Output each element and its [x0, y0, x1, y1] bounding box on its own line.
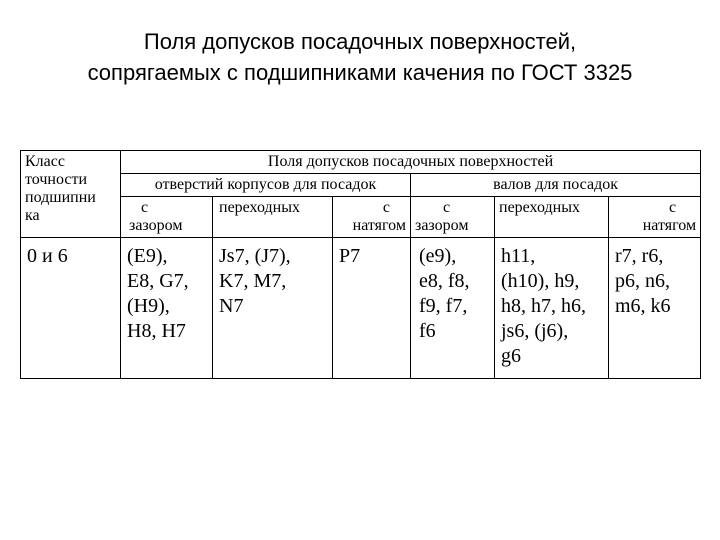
value-line: E8, G7, [127, 270, 189, 292]
value-line: f6 [419, 320, 436, 342]
housing-header: отверстий корпусов для посадок [121, 174, 411, 197]
value-line: h8, h7, h6, [501, 295, 586, 317]
value-line: (H9), [127, 295, 170, 317]
shaft-interference-header [609, 197, 701, 238]
title-line-1: Поля допусков посадочных поверхностей, [143, 29, 577, 54]
value-line: K7, M7, [219, 270, 287, 292]
main-header: Поля допусков посадочных поверхностей [121, 151, 701, 174]
subheader-line: с [141, 199, 149, 216]
shaft-clearance-header [411, 197, 495, 238]
shaft-clearance-cell [411, 238, 495, 379]
value-line: P7 [339, 245, 361, 267]
subheader-line: с [668, 199, 677, 216]
class-header-line: Класс [25, 153, 65, 170]
value-line: e8, f8, [419, 270, 470, 292]
value-line: (h10), h9, [501, 270, 580, 292]
class-header-line: точности [25, 171, 88, 188]
value-line: g6 [501, 345, 521, 367]
housing-clearance-cell [121, 238, 213, 379]
subheader-line: зазором [415, 217, 469, 234]
class-cell: 0 и 6 [21, 238, 121, 379]
housing-transition-header [213, 197, 333, 238]
subheader-line: натягом [352, 217, 406, 234]
page-title [0, 26, 720, 88]
class-header-line: подшипни [25, 189, 96, 206]
subheader-line: зазором [129, 217, 183, 234]
subheader-line: с [443, 199, 451, 216]
subheader-line: переходных [219, 199, 300, 216]
value-line: (e9), [419, 245, 457, 267]
value-line: (E9), [127, 245, 168, 267]
value-line: H8, H7 [127, 320, 186, 342]
tolerance-table [20, 150, 701, 379]
value-line: m6, k6 [615, 295, 671, 317]
housing-clearance-header [121, 197, 213, 238]
title-line-2: сопрягаемых с подшипниками качения по ГОСТ 3325 [87, 60, 633, 85]
housing-interference-header [333, 197, 411, 238]
housing-transition-cell [213, 238, 333, 379]
shaft-header: валов для посадок [411, 174, 701, 197]
value-line: f9, f7, [419, 295, 468, 317]
value-line: p6, n6, [615, 270, 670, 292]
shaft-transition-header [495, 197, 609, 238]
value-line: h11, [501, 245, 536, 267]
housing-interference-cell [333, 238, 411, 379]
subheader-line: переходных [499, 199, 580, 216]
shaft-interference-cell [609, 238, 701, 379]
class-header-line: ка [25, 207, 40, 224]
shaft-transition-cell [495, 238, 609, 379]
value-line: Js7, (J7), [219, 245, 291, 267]
value-line: js6, (j6), [501, 320, 569, 342]
value-line: N7 [219, 295, 244, 317]
subheader-line: с [382, 199, 390, 216]
subheader-line: натягом [642, 217, 697, 234]
value-line: r7, r6, [615, 245, 664, 267]
class-header-cell [21, 151, 121, 238]
